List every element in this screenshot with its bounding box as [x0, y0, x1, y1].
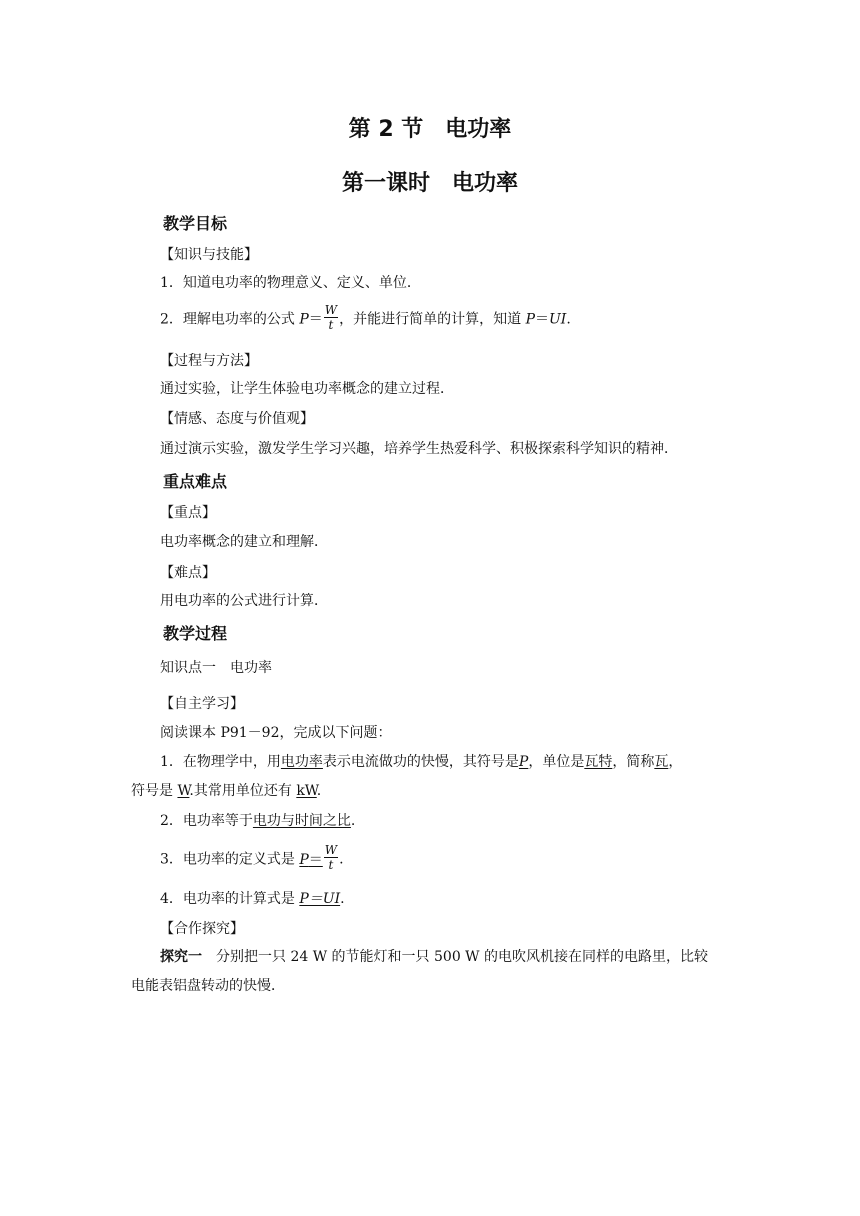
- q1-answer-2: P: [518, 754, 529, 770]
- q3-fraction-denominator: t: [328, 858, 334, 872]
- emotion-heading: 【情感、态度与价值观】: [160, 411, 314, 427]
- page-subtitle: 第一课时 电功率: [341, 171, 518, 196]
- question-3: [160, 843, 344, 873]
- q1-part-i: ，: [668, 754, 683, 770]
- question-1-cont: [131, 780, 321, 800]
- q2-part-a: 2．电功率等于: [160, 813, 253, 829]
- q1-answer-6: kW: [296, 783, 317, 799]
- formula-equals-2: ＝: [535, 311, 549, 328]
- teaching-process-heading: 教学过程: [163, 624, 228, 643]
- formula-ui: UI: [549, 311, 567, 328]
- q4-end: .: [340, 891, 345, 907]
- q3-part-a: 3．电功率的定义式是: [160, 851, 300, 868]
- knowledge-item-2-prefix: 2．理解电功率的公式: [160, 311, 300, 328]
- q1-part-g: ，简称: [612, 754, 655, 770]
- q2-answer: 电功与时间之比: [252, 813, 351, 829]
- q1-part-a: 1．在物理学中，用: [160, 754, 281, 770]
- knowledge-item-2: [160, 303, 571, 333]
- q1-part-n: .: [316, 783, 322, 799]
- q4-answer: P＝UI: [299, 891, 341, 907]
- key-point-text: 电功率概念的建立和理解．: [160, 534, 328, 550]
- difficult-heading: 【难点】: [160, 565, 216, 581]
- q1-part-c: 表示电流做功的快慢，其符号是: [322, 754, 519, 770]
- q1-part-e: ，单位是: [528, 754, 585, 770]
- knowledge-point-heading: 知识点一 电功率: [160, 660, 272, 676]
- q1-answer-1: 电功率: [280, 754, 323, 770]
- question-2: [160, 810, 355, 830]
- q3-fraction-numerator: W: [324, 843, 338, 857]
- process-heading: 【过程与方法】: [160, 353, 258, 369]
- knowledge-item-2-middle: ，并能进行简单的计算，知道: [339, 311, 526, 328]
- page-title: 第 2 节 电功率: [348, 117, 512, 142]
- formula-equals: ＝: [308, 311, 323, 328]
- q1-part-j: 符号是: [131, 783, 178, 799]
- emotion-text: 通过演示实验，激发学生学习兴趣，培养学生热爱科学、积极探索科学知识的精神．: [160, 441, 678, 457]
- question-4: [160, 888, 345, 908]
- question-1: [160, 751, 682, 771]
- explore-line-1: [160, 946, 708, 966]
- q4-part-a: 4．电功率的计算式是: [160, 891, 300, 907]
- process-text: 通过实验，让学生体验电功率概念的建立过程．: [160, 381, 454, 397]
- goals-heading: 教学目标: [163, 214, 228, 233]
- key-point-heading: 【重点】: [160, 505, 216, 521]
- q1-answer-4: 瓦: [654, 754, 669, 770]
- knowledge-item-1: 1．知道电功率的物理意义、定义、单位．: [160, 275, 421, 291]
- formula-p-2: P: [525, 311, 535, 328]
- cooperation-heading: 【合作探究】: [160, 921, 244, 937]
- self-study-heading: 【自主学习】: [160, 696, 244, 712]
- q1-part-l: .其常用单位还有: [189, 783, 297, 799]
- explore-label: 探究一: [160, 949, 202, 965]
- difficult-text: 用电功率的公式进行计算．: [160, 593, 328, 609]
- formula-p: P: [299, 311, 309, 328]
- fraction-numerator: W: [324, 303, 338, 317]
- knowledge-heading: 【知识与技能】: [160, 247, 258, 263]
- q3-answer: [299, 843, 339, 872]
- q1-answer-5: W: [177, 783, 190, 799]
- explore-text-1: 分别把一只 24 W 的节能灯和一只 500 W 的电吹风机接在同样的电路里，比较: [202, 949, 709, 965]
- formula-fraction: [324, 304, 338, 331]
- q1-answer-3: 瓦特: [584, 754, 613, 770]
- q3-fraction: [324, 844, 338, 871]
- q3-end: .: [339, 851, 344, 868]
- fraction-denominator: t: [328, 318, 334, 332]
- q3-answer-eq: ＝: [308, 851, 323, 868]
- q2-part-c: .: [350, 813, 356, 829]
- knowledge-item-2-end: .: [566, 311, 571, 328]
- q3-answer-p: P: [299, 851, 309, 868]
- key-difficult-heading: 重点难点: [163, 472, 228, 491]
- explore-line-2: 电能表铝盘转动的快慢．: [131, 978, 285, 994]
- self-study-intro: 阅读课本 P91－92，完成以下问题：: [160, 725, 392, 741]
